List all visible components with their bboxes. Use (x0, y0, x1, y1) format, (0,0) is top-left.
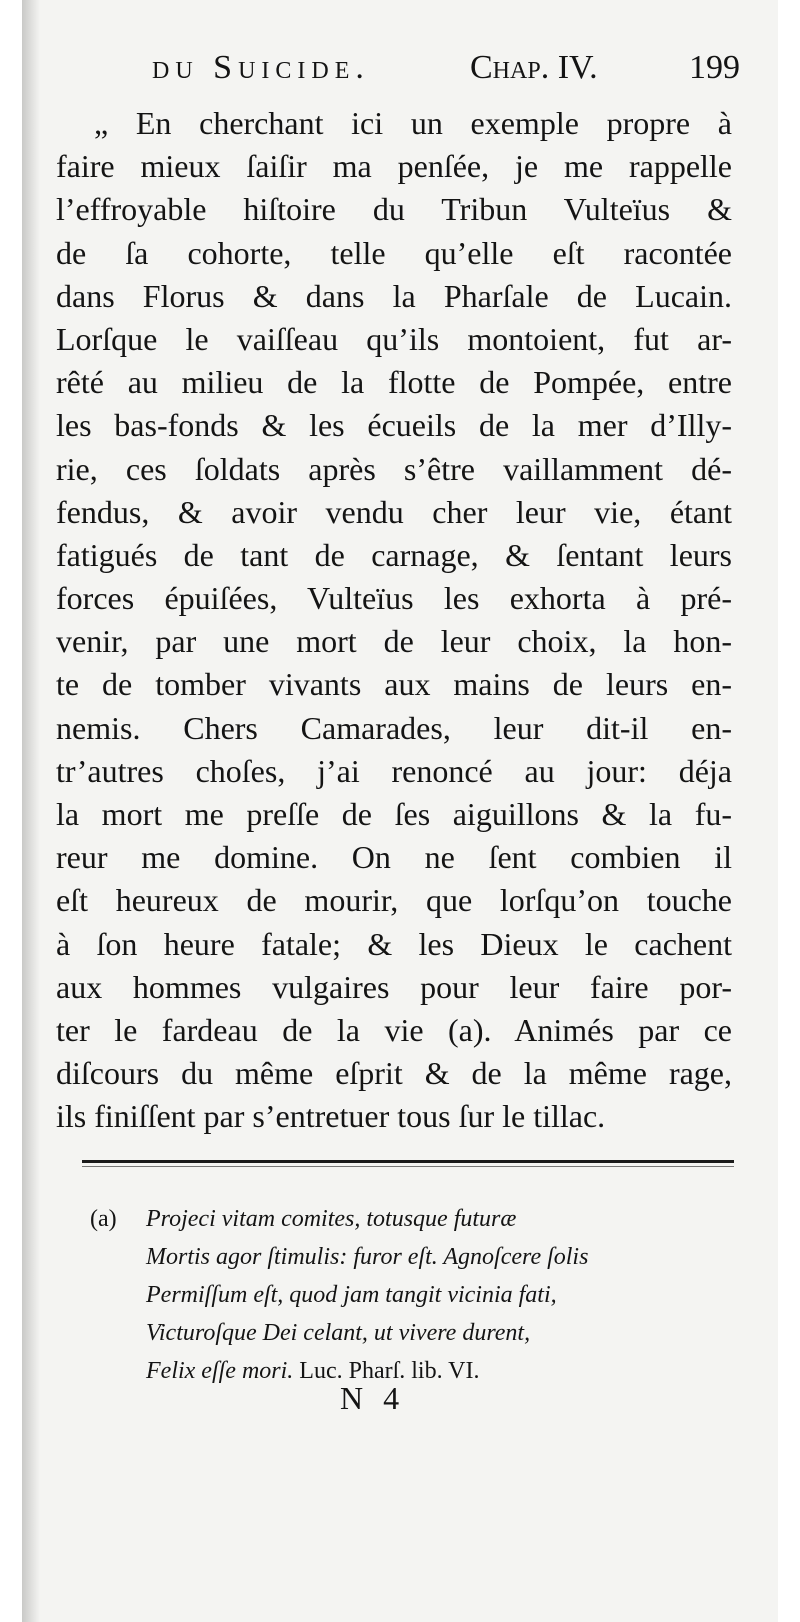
body-line: rie, ces ſoldats après s’être vaillamment dé- (56, 450, 732, 487)
footnote-verse (146, 1200, 730, 1390)
footnote-line: Mortis agor ſtimulis: furor eſt. Agnoſcere ſolis (146, 1244, 589, 1270)
body-line: l’effroyable hiſtoire du Tribun Vulteïus & (56, 191, 732, 228)
book-page (22, 0, 778, 1622)
footnote-line: Victuroſque Dei celant, ut vivere durent, (146, 1320, 531, 1346)
body-line: la mort me preſſe de ſes aiguillons & la fu- (56, 796, 732, 832)
page-number: 199 (689, 49, 740, 86)
body-line: à ſon heure fatale; & les Dieux le cachent (56, 925, 732, 962)
body-line: fatigués de tant de carnage, & ſentant leurs (56, 536, 732, 573)
body-line: ter le fardeau de la vie (a). Animés par ce (56, 1011, 732, 1048)
body-text (56, 102, 732, 1139)
body-line: de ſa cohorte, telle qu’elle eſt racontée (56, 234, 732, 271)
body-line: forces épuiſées, Vulteïus les exhorta à pré- (56, 580, 732, 617)
footnote-separator-rule (82, 1160, 734, 1163)
running-head-title: du Suicide. (152, 49, 370, 86)
body-line: faire mieux ſaiſir ma penſée, je me rappelle (56, 148, 732, 185)
signature-mark: N 4 (340, 1380, 406, 1416)
footnote-separator-hairline (82, 1166, 734, 1167)
body-line: rêté au milieu de la flotte de Pompée, entre (56, 364, 732, 401)
footnote-citation: Luc. Pharſ. lib. VI. (299, 1358, 480, 1384)
body-line: „ En cherchant ici un exemple propre à (94, 105, 732, 141)
body-line: aux hommes vulgaires pour leur faire por- (56, 968, 732, 1005)
footnote-line (146, 1352, 730, 1390)
page-gutter-shadow (22, 0, 40, 1622)
body-line: reur me domine. On ne ſent combien il (56, 839, 732, 876)
running-head (130, 46, 740, 90)
footnote-line: Projeci vitam comites, totusque futuræ (146, 1206, 517, 1232)
footnote (90, 1200, 730, 1390)
body-line: les bas-fonds & les écueils de la mer d’Illy- (56, 407, 732, 444)
footnote-verse-end: Felix eſſe mori. (146, 1358, 294, 1384)
body-line: venir, par une mort de leur choix, la hon- (56, 623, 732, 660)
body-line: dans Florus & dans la Pharſale de Lucain. (56, 277, 732, 314)
body-line: Lorſque le vaiſſeau qu’ils montoient, fut ar- (56, 320, 732, 357)
footnote-line: Permiſſum eſt, quod jam tangit vicinia fati, (146, 1282, 557, 1308)
body-line: fendus, & avoir vendu cher leur vie, étant (56, 493, 732, 530)
body-line: nemis. Chers Camarades, leur dit-il en- (56, 709, 732, 746)
body-line: tr’autres choſes, j’ai renoncé au jour: déja (56, 752, 732, 789)
body-line: eſt heureux de mourir, que lorſqu’on touche (56, 882, 732, 919)
footnote-marker: (a) (90, 1206, 117, 1232)
running-head-chapter: Chap. IV. (470, 49, 598, 86)
body-line: diſcours du même eſprit & de la même rage, (56, 1055, 732, 1092)
body-line: ils finiſſent par s’entretuer tous ſur le tillac. (56, 1098, 606, 1135)
body-line: te de tomber vivants aux mains de leurs en- (56, 666, 732, 703)
